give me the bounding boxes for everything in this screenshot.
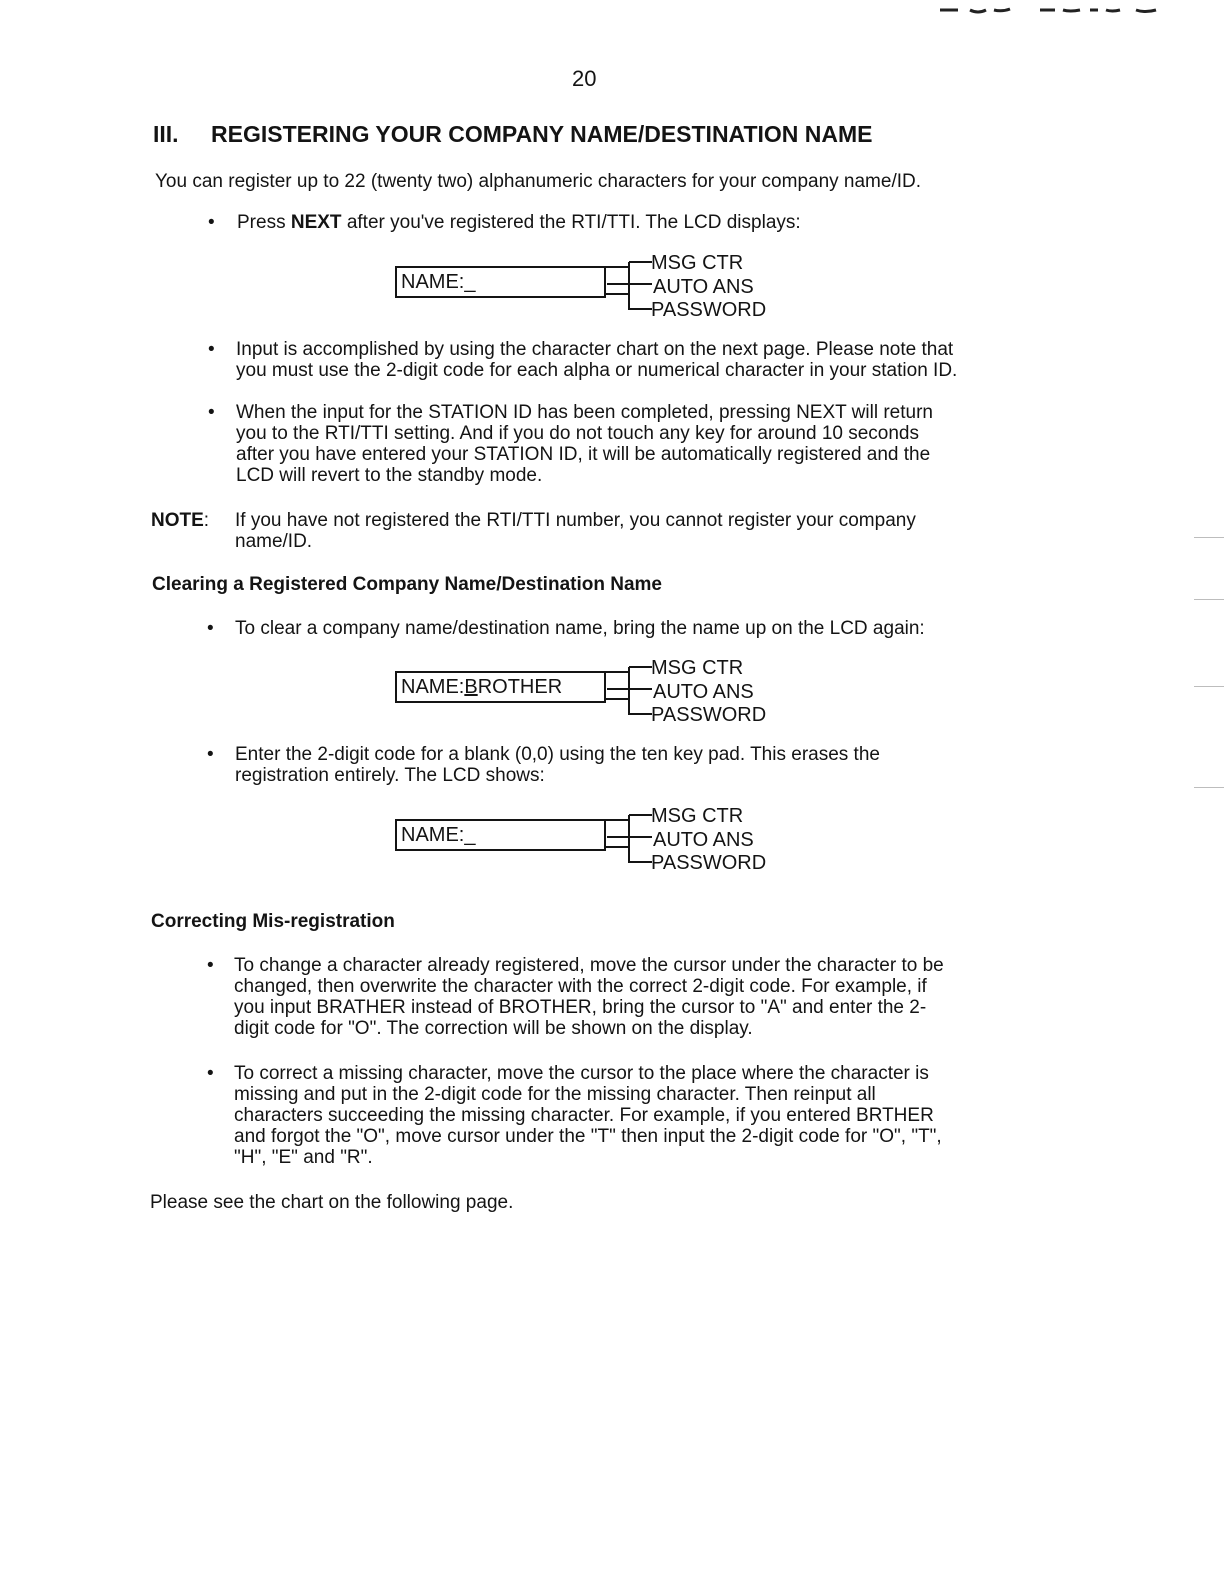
- lcd-prefix: NAME:: [401, 824, 465, 846]
- bullet-press-next: [237, 212, 801, 233]
- lcd-option: PASSWORD: [651, 852, 767, 874]
- menu-bracket-icon: [605, 805, 655, 880]
- lcd-option: MSG CTR: [651, 805, 744, 827]
- lcd-screen: [395, 266, 606, 298]
- lcd-value: _: [464, 824, 476, 846]
- scan-margin-mark: [1194, 599, 1224, 600]
- text-line: you input BRATHER instead of BROTHER, bring the cursor to "A" and enter the 2-: [234, 997, 927, 1018]
- text-line: Enter the 2-digit code for a blank (0,0) using the ten key pad. This erases the: [235, 744, 880, 765]
- text-line: you to the RTI/TTI setting. And if you do not touch any key for around 10 seconds: [236, 423, 919, 444]
- text-line: registration entirely. The LCD shows:: [235, 765, 545, 786]
- bullet-enter-blank: [235, 744, 880, 786]
- text-line: When the input for the STATION ID has been completed, pressing NEXT will return: [236, 402, 933, 423]
- text-line: To correct a missing character, move the cursor to the place where the character is: [234, 1063, 929, 1084]
- lcd-option: MSG CTR: [651, 657, 744, 679]
- text-line: characters succeeding the missing character. For example, if you entered BRTHER: [234, 1105, 934, 1126]
- bullet-glyph: •: [208, 402, 215, 423]
- lcd-value: _: [464, 271, 476, 293]
- text-line: To change a character already registered, move the cursor under the character to be: [234, 955, 944, 976]
- section-title: REGISTERING YOUR COMPANY NAME/DESTINATION NAME: [211, 121, 873, 147]
- bullet-change-character: [234, 955, 944, 1039]
- lcd-option: AUTO ANS: [653, 276, 754, 298]
- intro-paragraph: You can register up to 22 (twenty two) alphanumeric characters for your company name/ID.: [155, 171, 922, 192]
- text-line: If you have not registered the RTI/TTI number, you cannot register your company: [235, 510, 916, 531]
- scan-margin-mark: [1194, 787, 1224, 788]
- correcting-heading: Correcting Mis-registration: [151, 911, 395, 932]
- text-line: and forgot the "O", move cursor under the "T" then input the 2-digit code for "O", "T",: [234, 1126, 942, 1147]
- note-label: [151, 510, 209, 531]
- lcd-option: MSG CTR: [651, 252, 744, 274]
- note-colon: :: [203, 510, 210, 531]
- bullet-glyph: •: [207, 955, 214, 976]
- lcd-option: AUTO ANS: [653, 829, 754, 851]
- scan-margin-mark: [1194, 686, 1224, 687]
- text-line: name/ID.: [235, 531, 313, 552]
- text-line: "H", "E" and "R".: [234, 1147, 373, 1168]
- lcd-prefix: NAME:: [401, 676, 465, 698]
- lcd-display-empty: [395, 252, 775, 327]
- bullet-glyph: •: [208, 212, 215, 233]
- scan-margin-mark: [1194, 537, 1224, 538]
- text-line: missing and put in the 2-digit code for the missing character. Then reinput all: [234, 1084, 876, 1105]
- text-line: digit code for "O". The correction will be shown on the display.: [234, 1018, 753, 1039]
- bullet-missing-character: [234, 1063, 942, 1168]
- closing-line: Please see the chart on the following page.: [150, 1192, 514, 1213]
- bullet-text: Press: [237, 212, 291, 233]
- bullet-text: after you've registered the RTI/TTI. The LCD displays:: [341, 212, 801, 233]
- bullet-glyph: •: [207, 1063, 214, 1084]
- next-key-label: NEXT: [290, 212, 342, 233]
- bullet-glyph: •: [207, 744, 214, 765]
- lcd-option: PASSWORD: [651, 299, 767, 321]
- section-heading: [153, 121, 873, 148]
- bullet-station-id: [236, 402, 933, 486]
- menu-bracket-icon: [605, 252, 655, 327]
- text-line: changed, then overwrite the character with the correct 2-digit code. For example, if: [234, 976, 927, 997]
- lcd-display-cleared: [395, 805, 775, 880]
- page-number: 20: [572, 66, 597, 91]
- bullet-glyph: •: [208, 339, 215, 360]
- menu-bracket-icon: [605, 657, 655, 732]
- bullet-input-method: [236, 339, 957, 381]
- lcd-prefix: NAME:: [401, 271, 465, 293]
- lcd-display-brother: [395, 657, 775, 732]
- bullet-glyph: •: [207, 618, 214, 639]
- text-line: Input is accomplished by using the character chart on the next page. Please note that: [236, 339, 954, 360]
- section-roman-numeral: III.: [153, 121, 179, 147]
- text-line: LCD will revert to the standby mode.: [236, 465, 543, 486]
- lcd-screen: [395, 819, 606, 851]
- lcd-value: ROTHER: [477, 676, 563, 698]
- lcd-option: AUTO ANS: [653, 681, 754, 703]
- text-line: you must use the 2-digit code for each alpha or numerical character in your station ID.: [236, 360, 958, 381]
- text-line: after you have entered your STATION ID, it will be automatically registered and the: [236, 444, 931, 465]
- note-text: [235, 510, 916, 552]
- bullet-clear-name: To clear a company name/destination name, bring the name up on the LCD again:: [235, 618, 925, 639]
- lcd-cursor-char: B: [464, 676, 478, 698]
- clearing-heading: Clearing a Registered Company Name/Destination Name: [152, 574, 662, 595]
- note-label-text: NOTE: [151, 510, 204, 531]
- scan-edge-artifact: [940, 4, 1160, 16]
- lcd-option: PASSWORD: [651, 704, 767, 726]
- lcd-screen: [395, 671, 606, 703]
